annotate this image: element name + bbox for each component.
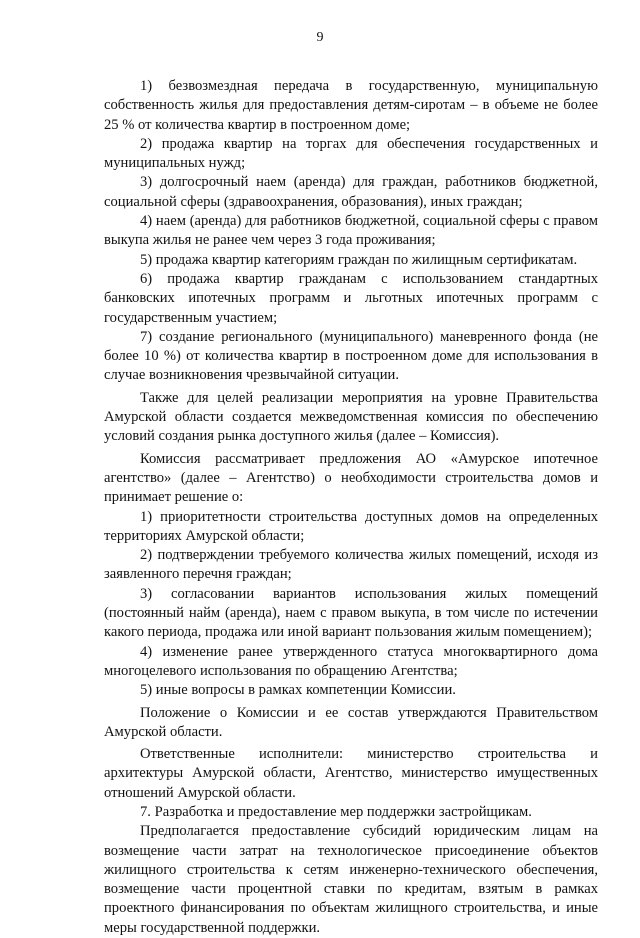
paragraph-18: Предполагается предоставление субсидий юридическим лицам на возмещение части затрат на технологическое присоединение объектов жилищного строительства к сетям инженерно-технического обеспечения, возмещение части процентной ставки по кредитам, взятым в рамках проектного финансирования по объектам жилищного строительства, и иные меры государственной поддержки. [104, 823, 598, 936]
paragraph-14: 5) иные вопросы в рамках компетенции Комиссии. [140, 682, 456, 699]
paragraph-9: Комиссия рассматривает предложения АО «Амурское ипотечное агентство» (далее – Агентство) о необходимости строительства домов и принимает решение о: [104, 450, 598, 506]
paragraph-15: Положение о Комиссии и ее состав утверждаются Правительством Амурской области. [104, 704, 598, 740]
paragraph-1: 1) безвозмездная передача в государственную, муниципальную собственность жилья для предоставления детям-сиротам – в объеме не более 25 % от количества квартир в построенном доме; [104, 78, 598, 133]
paragraph-5: 5) продажа квартир категориям граждан по жилищным сертификатам. [140, 251, 578, 268]
paragraph-4: 4) наем (аренда) для работников бюджетной, социальной сферы с правом выкупа жилья не ранее чем через 3 года проживания; [104, 213, 598, 249]
paragraph-17: 7. Разработка и предоставление мер поддержки застройщикам. [140, 803, 532, 820]
paragraph-6: 6) продажа квартир гражданам с использованием стандартных банковских ипотечных программ и льготных ипотечных программ с государственным участием; [104, 270, 598, 326]
paragraph-12: 3) согласовании вариантов использования жилых помещений (постоянный найм (аренда), наем с правом выкупа, в том числе по истечении какого периода, продажа или иной вариант пользования жилым помещением); [104, 585, 598, 641]
paragraph-2: 2) продажа квартир на торгах для обеспечения государственных и муниципальных нужд; [104, 135, 598, 172]
paragraph-3: 3) долгосрочный наем (аренда) для граждан, работников бюджетной, социальной сферы (здравоохранения, образования), иных граждан; [104, 174, 598, 210]
paragraph-10: 1) приоритетности строительства доступных домов на определенных территориях Амурской области; [104, 508, 598, 544]
paragraph-13: 4) изменение ранее утвержденного статуса многоквартирного дома многоцелевого использования по обращению Агентства; [104, 643, 598, 679]
paragraph-7: 7) создание регионального (муниципального) маневренного фонда (не более 10 %) от количества квартир в построенном доме для использования в случае возникновения чрезвычайной ситуации. [104, 328, 598, 384]
paragraph-8: Также для целей реализации мероприятия на уровне Правительства Амурской области создается межведомственная комиссия по обеспечению условий создания рынка доступного жилья (далее – Комиссия). [104, 389, 598, 445]
paragraph-16: Ответственные исполнители: министерство строительства и архитектуры Амурской области, Агентство, министерство имущественных отношений Амурской области. [104, 746, 598, 801]
paragraph-11: 2) подтверждении требуемого количества жилых помещений, исходя из заявленного перечня граждан; [104, 547, 598, 583]
document-body [104, 77, 598, 938]
page-number: 9 [316, 30, 324, 45]
